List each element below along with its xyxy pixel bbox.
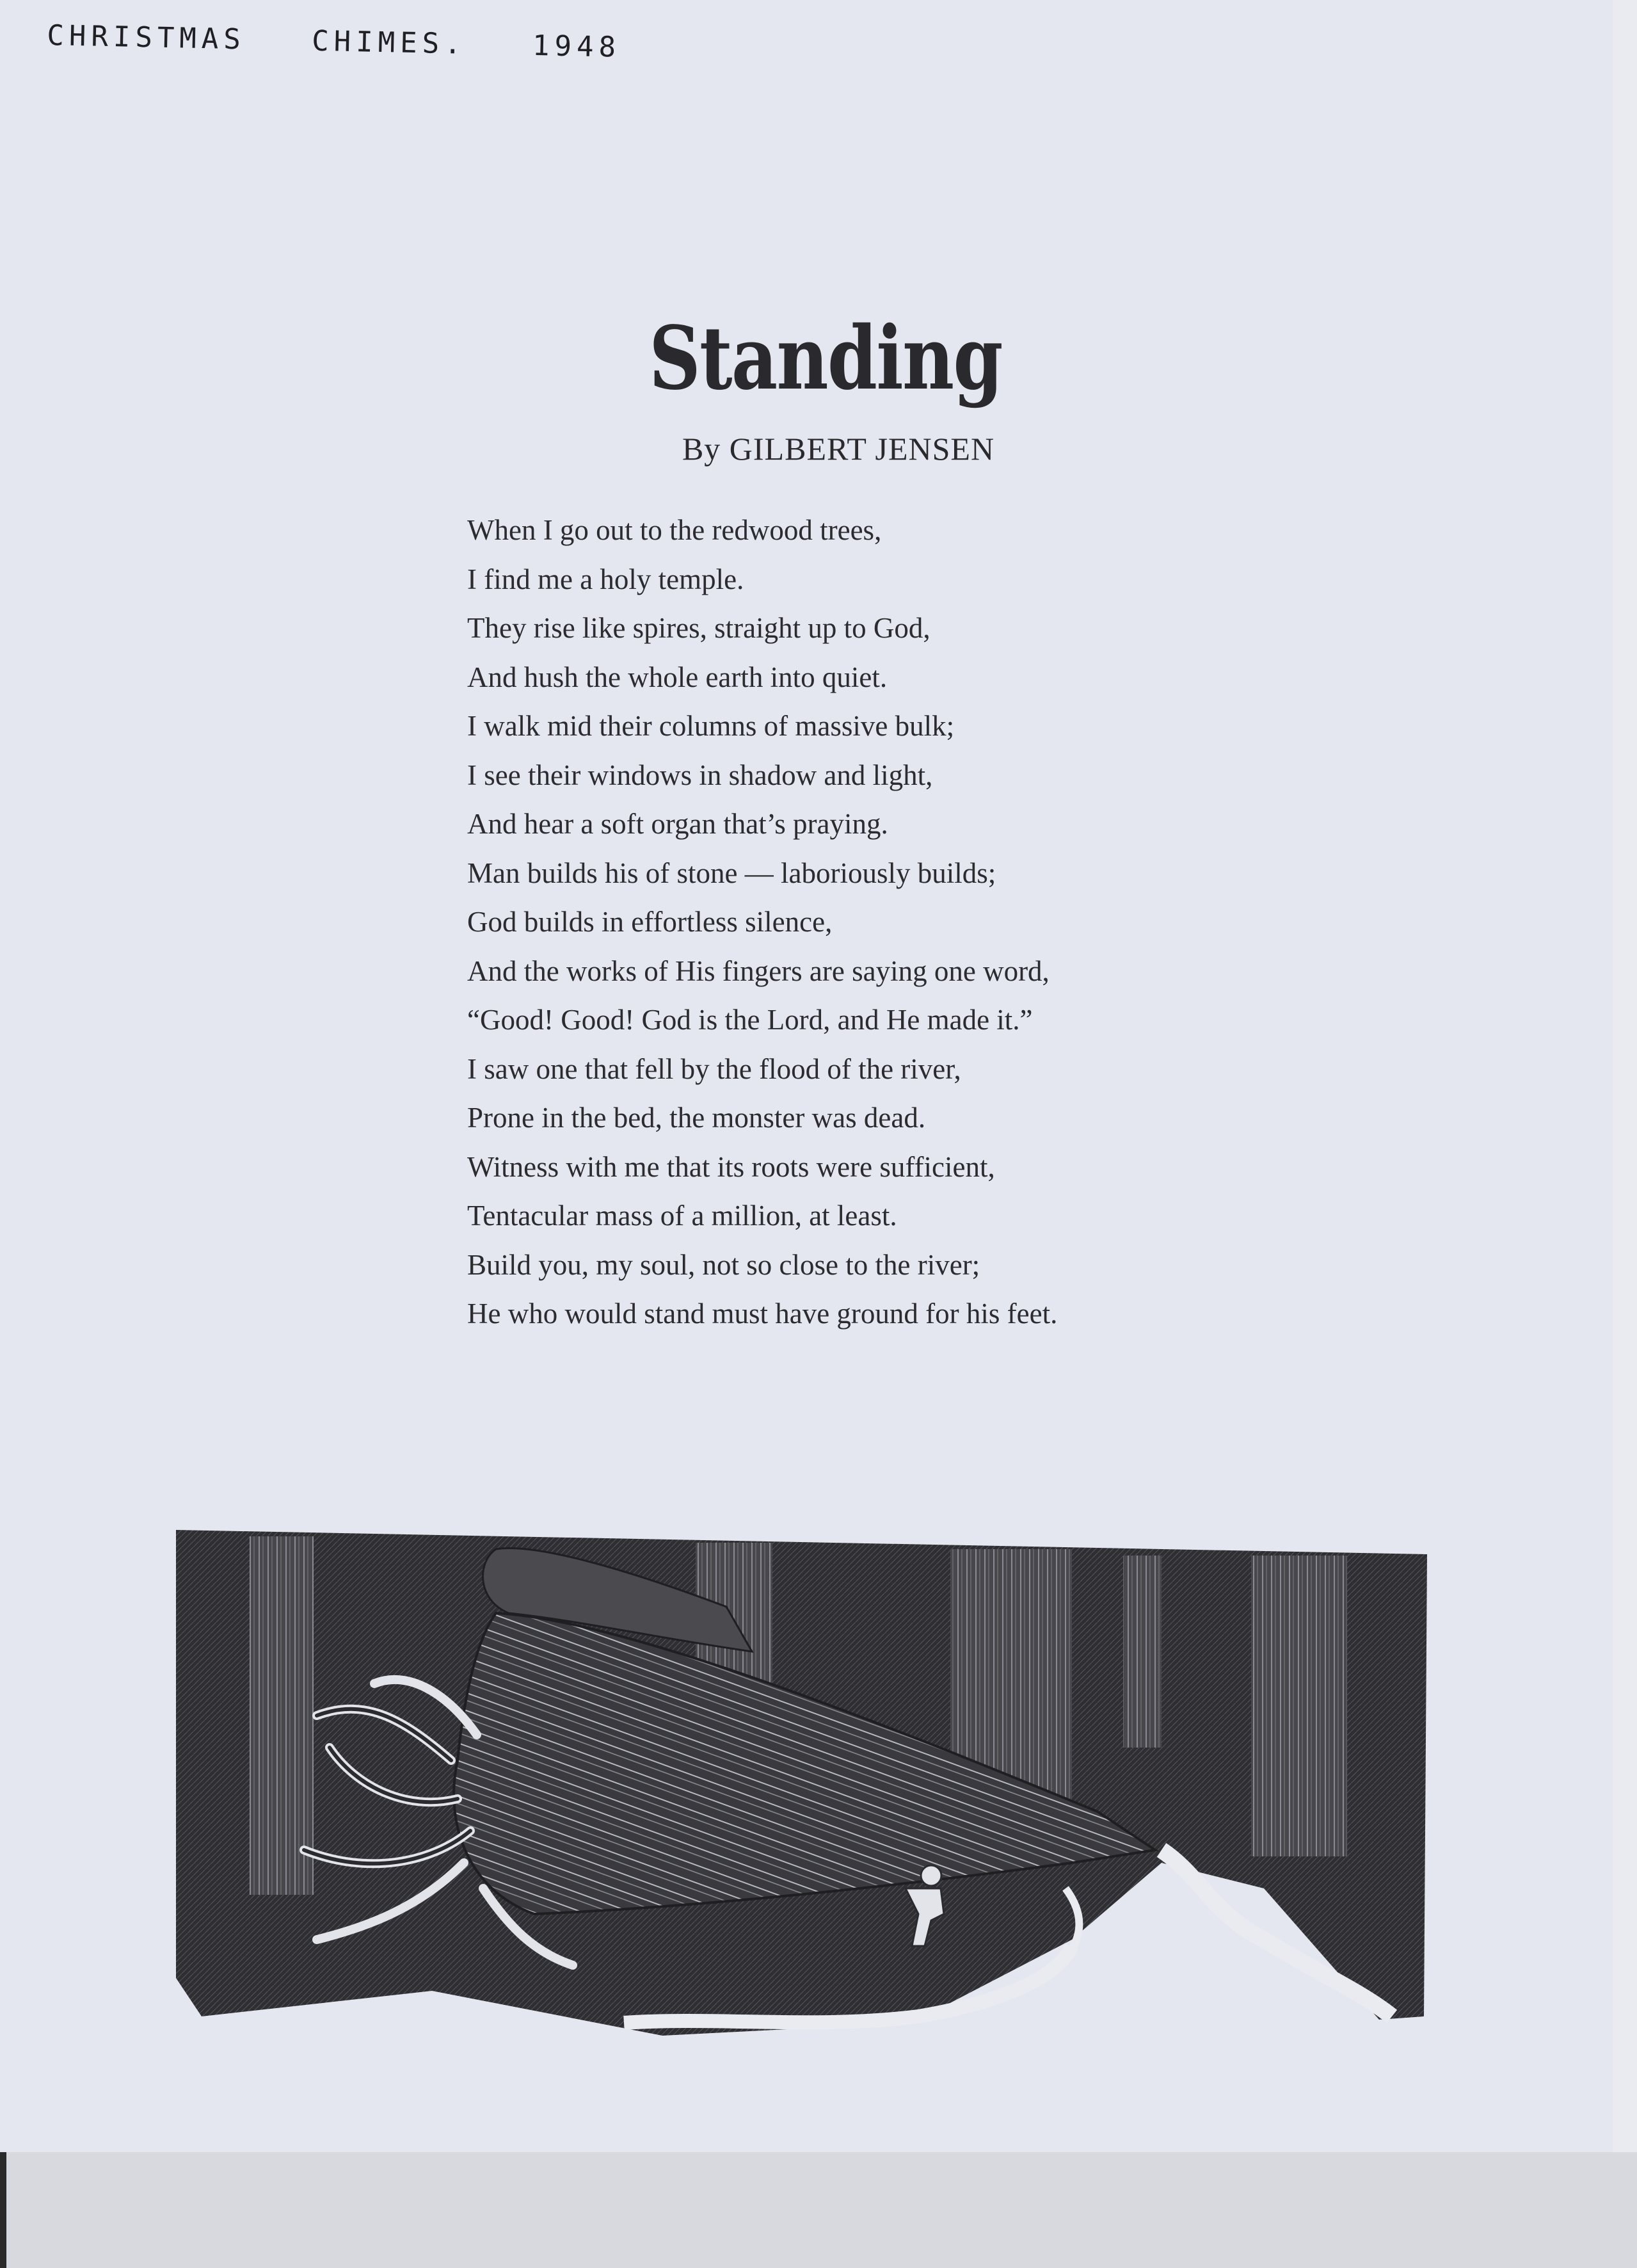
poem-line: I saw one that fell by the flood of the river,	[467, 1052, 961, 1085]
fallen-redwood-illustration	[176, 1530, 1427, 2036]
handwritten-note: CHRISTMAS CHIMES. 1948	[46, 19, 621, 64]
poem-line: God builds in effortless silence,	[467, 906, 833, 938]
poem-line: He who would stand must have ground for his feet.	[467, 1298, 1058, 1330]
poem-title: Standing	[649, 307, 1002, 410]
poem-line: Prone in the bed, the monster was dead.	[467, 1102, 926, 1134]
author-byline: By GILBERT JENSEN	[682, 431, 995, 467]
scanner-bed	[0, 2152, 1637, 2268]
poem-line: “Good! Good! God is the Lord, and He made it.”	[467, 1004, 1033, 1036]
poem-line: And hush the whole earth into quiet.	[467, 661, 888, 693]
poem-line: They rise like spires, straight up to God,	[467, 612, 930, 644]
poem-line: Witness with me that its roots were sufficient,	[467, 1150, 995, 1183]
poem-line: I walk mid their columns of massive bulk;	[467, 710, 955, 742]
poem-line: Man builds his of stone — laboriously builds;	[467, 857, 996, 889]
poem-line: Tentacular mass of a million, at least.	[467, 1200, 897, 1232]
poem-line: When I go out to the redwood trees,	[467, 514, 882, 546]
poem-line: And the works of His fingers are saying one word,	[467, 954, 1050, 987]
scanner-edge	[0, 2152, 6, 2268]
poem-line: Build you, my soul, not so close to the river;	[467, 1248, 980, 1281]
poem-line: I find me a holy temple.	[467, 563, 744, 595]
poem-body	[467, 506, 1254, 1339]
poem-line: I see their windows in shadow and light,	[467, 759, 933, 791]
poem-line: And hear a soft organ that’s praying.	[467, 808, 888, 840]
